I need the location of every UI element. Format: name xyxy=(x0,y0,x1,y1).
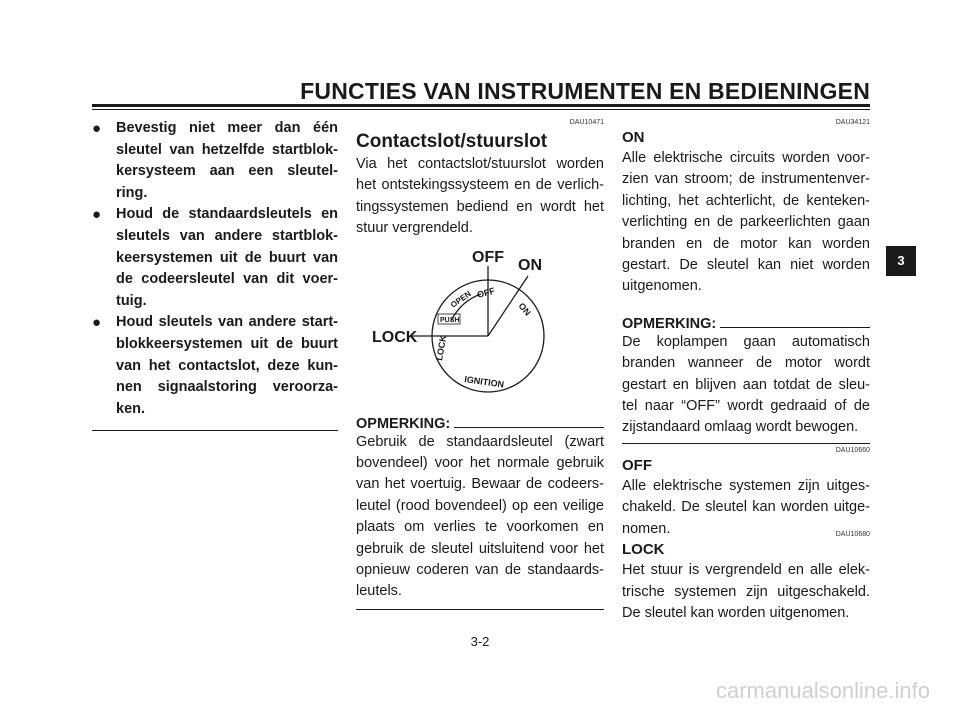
on-text: Alle elektrische circuits worden voor-zien van stroom; de instrumentenver-lichting, het achterlicht, de kenteken-verlichting en de parkeerlichten gaan branden en de motor kan worden gestart. De sleutel kan niet worden uitgenomen. xyxy=(622,150,870,295)
section-code: DAU10471 xyxy=(569,119,604,126)
column-left xyxy=(92,118,338,431)
bullet-item: ● Houd de standaardsleutels en sleutels van andere startblok-keersystemen uit de buurt van de codeersleutel van dit voer-tuig. xyxy=(92,206,338,309)
note-header xyxy=(622,316,870,332)
note-header xyxy=(356,416,604,432)
note-rule xyxy=(720,327,870,328)
chapter-tab: 3 xyxy=(886,246,916,276)
off-label: OFF xyxy=(472,248,504,266)
note-end-rule xyxy=(356,609,604,610)
header-rule xyxy=(92,104,870,107)
on-title: ON xyxy=(622,129,645,146)
lock-label: LOCK xyxy=(372,328,418,346)
bullet-icon: ● xyxy=(92,120,102,137)
lock-title: LOCK xyxy=(622,541,665,559)
off-text: Alle elektrische systemen zijn uitges-chakeld. De sleutel kan worden uitge-nomen. xyxy=(622,477,870,537)
section-intro: Via het contactslot/stuurslot worden het ontstekingssysteem en de verlich-tingssystemen bediend en wordt het stuur vergrendeld. xyxy=(356,156,604,237)
bullet-item: ● Bevestig niet meer dan één sleutel van hetzelfde startblok-kersysteem aan een sleutel-ring. xyxy=(92,120,338,201)
note-text: De koplampen gaan automatisch branden wanneer de motor wordt gestart en blijven aan totdat de sleu-tel naar “OFF” wordt gedraaid of de zijstandaard omlaag wordt bewogen. xyxy=(622,333,870,436)
note-label: OPMERKING: xyxy=(356,415,451,432)
off-title: OFF xyxy=(622,456,652,474)
note-rule xyxy=(454,427,604,428)
column-middle xyxy=(356,118,604,610)
watermark: carmanualsonline.info xyxy=(715,678,930,703)
ignition-dial-svg xyxy=(356,246,604,406)
section-end-rule xyxy=(92,430,338,431)
dial-off-label: OFF xyxy=(475,285,496,300)
bullet-item: ● Houd sleutels van andere start-blokkeersystemen uit de buurt van het contactslot, deze kun-nen signaalstoring veroorza-ken. xyxy=(92,314,338,417)
page-header-title: FUNCTIES VAN INSTRUMENTEN EN BEDIENINGEN xyxy=(300,78,870,104)
dial-ignition-label: IGNITION xyxy=(463,373,505,390)
page-number: 3-2 xyxy=(470,634,490,649)
dial-open-label: OPEN xyxy=(448,288,473,310)
lock-text: Het stuur is vergrendeld en alle elek-trische systemen zijn uitgeschakeld. De sleutel kan worden uitgenomen. xyxy=(622,562,870,621)
note-end-rule xyxy=(622,443,870,444)
dial-on-label: ON xyxy=(516,300,533,318)
ignition-switch-diagram xyxy=(356,246,604,406)
bullet-icon: ● xyxy=(92,314,102,332)
bullet-icon: ● xyxy=(92,206,102,224)
column-right xyxy=(622,118,870,624)
header-rule-thin xyxy=(92,109,870,110)
section-code: DAU34121 xyxy=(835,119,870,126)
note-text: Gebruik de standaardsleutel (zwart bovendeel) voor het normale gebruik van het voertuig. Bewaar de codeers-leutel (rood bovendeel) op een veilige plaats om verlies te voorkomen en gebruik de sleutel uitsluitend voor het opnieuw coderen van de standaards-leutels. xyxy=(356,433,604,600)
section-title: Contactslot/stuurslot xyxy=(356,131,548,152)
note-label: OPMERKING: xyxy=(622,315,717,332)
on-label: ON xyxy=(518,256,542,274)
warning-bullet-list xyxy=(92,118,338,420)
dial-push-label: PUSH xyxy=(440,316,460,324)
section-code: DAU10680 xyxy=(835,531,870,539)
dial-lock-label: LOCK xyxy=(434,334,449,361)
section-code: DAU10660 xyxy=(835,446,870,454)
